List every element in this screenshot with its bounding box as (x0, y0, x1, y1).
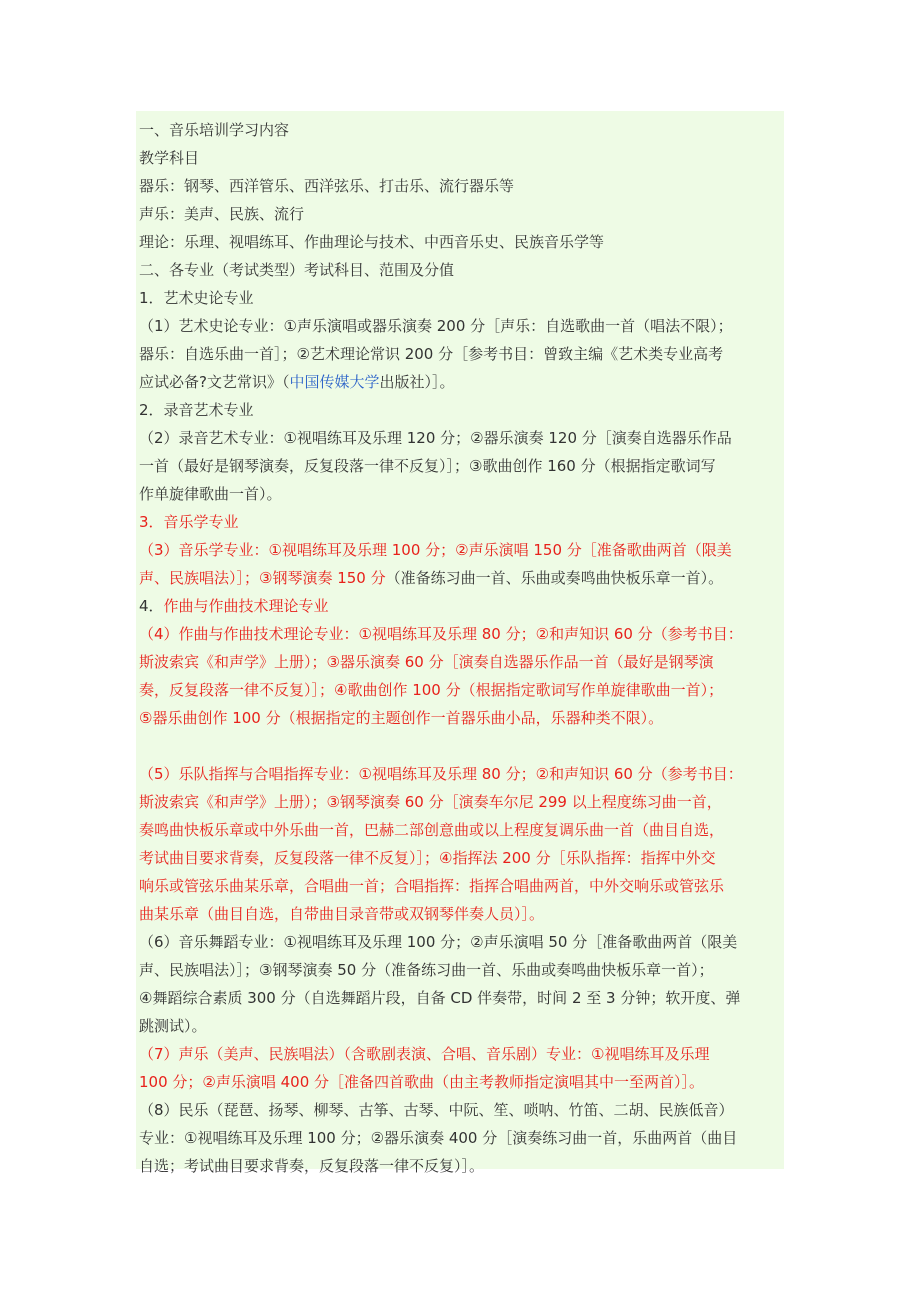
text-line: ④舞蹈综合素质 300 分（自选舞蹈片段，自备 CD 伴奏带，时间 2 至 3 分钟；软开度、弹 (139, 989, 741, 1007)
text-line: 作单旋律歌曲一首）。 (139, 485, 282, 503)
text-line: 奏鸣曲快板乐章或中外乐曲一首，巴赫二部创意曲或以上程度复调乐曲一首（曲目自选， (139, 821, 725, 839)
text-line: 响乐或管弦乐曲某乐章，合唱曲一首；合唱指挥：指挥合唱曲两首，中外交响乐或管弦乐 (139, 877, 725, 895)
text-line: （4）作曲与作曲技术理论专业：①视唱练耳及乐理 80 分；②和声知识 60 分（参考书目： (139, 625, 743, 643)
text-line: 理论：乐理、视唱练耳、作曲理论与技术、中西音乐史、民族音乐学等 (139, 233, 605, 251)
text-segment: 出版社）］。 (379, 373, 455, 391)
text-line: 声、民族唱法）］；③钢琴演奏 50 分（准备练习曲一首、乐曲或奏鸣曲快板乐章一首）； (139, 961, 714, 979)
heading-number: 4． (139, 597, 164, 615)
heading-text: 作曲与作曲技术理论专业 (163, 597, 329, 615)
text-line: （8）民乐（琵琶、扬琴、柳琴、古筝、古琴、中阮、笙、唢呐、竹笛、二胡、民族低音） (139, 1101, 734, 1119)
major-heading: 2．录音艺术专业 (139, 401, 254, 419)
text-line: 器乐：钢琴、西洋管乐、西洋弦乐、打击乐、流行器乐等 (139, 177, 515, 195)
blank-line (139, 732, 799, 760)
subheading: 教学科目 (139, 149, 200, 167)
text-line: ⑤器乐曲创作 100 分（根据指定的主题创作一首器乐曲小品，乐器种类不限）。 (139, 709, 664, 727)
major-heading (139, 592, 799, 620)
text-line: 自选；考试曲目要求背奏，反复段落一律不反复）］。 (139, 1157, 485, 1175)
major-heading: 3．音乐学专业 (139, 513, 239, 531)
text-line: 100 分；②声乐演唱 400 分［准备四首歌曲（由主考教师指定演唱其中一至两首）］。 (139, 1073, 705, 1091)
text-line: 斯波索宾《和声学》上册）；③钢琴演奏 60 分［演奏车尔尼 299 以上程度练习曲一首， (139, 793, 722, 811)
text-line: （3）音乐学专业：①视唱练耳及乐理 100 分；②声乐演唱 150 分［准备歌曲两首（限美 (139, 541, 732, 559)
text-line: 一首（最好是钢琴演奏，反复段落一律不反复）］；③歌曲创作 160 分（根据指定歌词写 (139, 457, 716, 475)
text-line: 声乐：美声、民族、流行 (139, 205, 305, 223)
document-body (139, 116, 799, 1180)
publisher-link[interactable]: 中国传媒大学 (289, 373, 380, 391)
text-line: 奏，反复段落一律不反复）］；④歌曲创作 100 分（根据指定歌词写作单旋律歌曲一首）； (139, 681, 724, 699)
text-line: （7）声乐（美声、民族唱法）（含歌剧表演、合唱、音乐剧）专业：①视唱练耳及乐理 (139, 1045, 710, 1063)
major-heading: 1．艺术史论专业 (139, 289, 254, 307)
text-line: 斯波索宾《和声学》上册）；③器乐演奏 60 分［演奏自选器乐作品一首（最好是钢琴演 (139, 653, 714, 671)
text-line: （2）录音艺术专业：①视唱练耳及乐理 120 分；②器乐演奏 120 分［演奏自选器乐作品 (139, 429, 732, 447)
text-line (139, 368, 799, 396)
text-line: 考试曲目要求背奏，反复段落一律不反复）］；④指挥法 200 分［乐队指挥：指挥中外交 (139, 849, 716, 867)
text-line: （1）艺术史论专业：①声乐演唱或器乐演奏 200 分［声乐：自选歌曲一首（唱法不限）； (139, 317, 733, 335)
text-segment: 声、民族唱法）］；③钢琴演奏 150 分 (139, 569, 386, 587)
text-line: 专业：①视唱练耳及乐理 100 分；②器乐演奏 400 分［演奏练习曲一首，乐曲两首（曲目 (139, 1129, 738, 1147)
text-segment: 应试必备?文艺常识》（ (139, 373, 290, 391)
text-segment: （准备练习曲一首、乐曲或奏鸣曲快板乐章一首）。 (385, 569, 724, 587)
text-line: （6）音乐舞蹈专业：①视唱练耳及乐理 100 分；②声乐演唱 50 分［准备歌曲两首（限美 (139, 933, 738, 951)
text-line: （5）乐队指挥与合唱指挥专业：①视唱练耳及乐理 80 分；②和声知识 60 分（参考书目： (139, 765, 743, 783)
section-heading: 一、音乐培训学习内容 (139, 121, 290, 139)
section-heading: 二、各专业（考试类型）考试科目、范围及分值 (139, 261, 455, 279)
text-line: 器乐：自选乐曲一首］；②艺术理论常识 200 分［参考书目：曾致主编《艺术类专业高考 (139, 345, 724, 363)
text-line: 曲某乐章（曲目自选，自带曲目录音带或双钢琴伴奏人员）］。 (139, 905, 545, 923)
text-line: 跳测试）。 (139, 1017, 207, 1035)
text-line (139, 564, 799, 592)
